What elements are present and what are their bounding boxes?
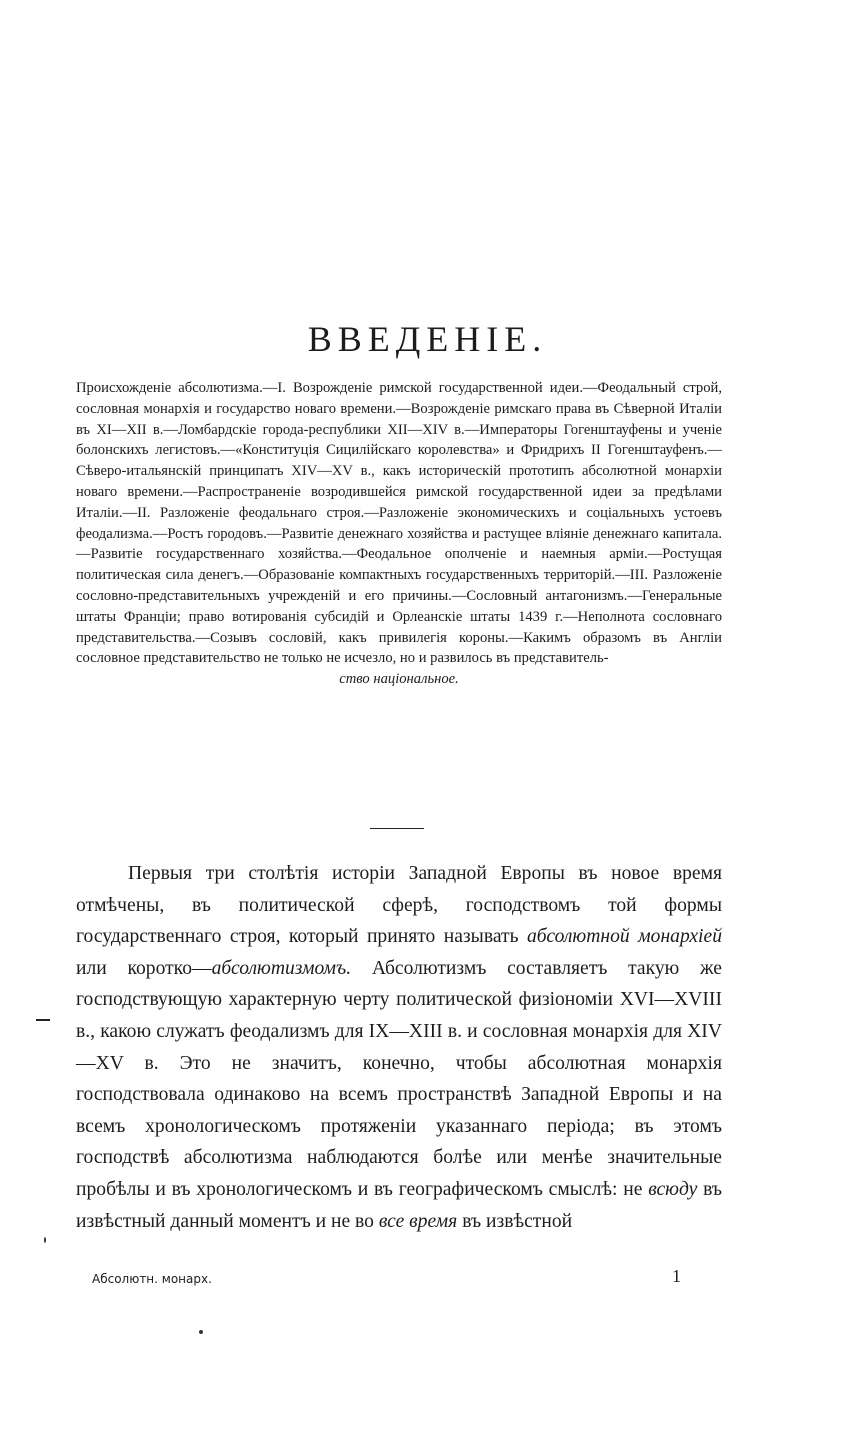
body-text-5: въ извѣстной [462,1210,573,1232]
section-divider [370,828,424,829]
ink-speck [44,1237,46,1243]
body-text-1: Первыя три столѣтія исторіи Западной Европы въ новое время отмѣчены, въ политической сферѣ, господствомъ той формы государственнаго строя, который принято называть [76,863,722,948]
summary-text: Происхожденіе абсолютизма.—I. Возрожденіе римской государственной идеи.—Феодальный строй, сословная монархія и государство новаго времени.—Возрожденіе римскаго права въ Сѣверной Италіи въ XI—XII в.—Ломбардскіе города-республики XII—XIV в.—Императоры Гогенштауфены и ученіе болонскихъ легистовъ.—«Конституція Сицилійскаго королевства» и Фридрихъ II Гогенштауфенъ.—Сѣверо-итальянскій принципатъ XIV—XV в., какъ историческій прототипъ абсолютной монархіи новаго времени.—Распространеніе возродившейся римской государственной идеи за предѣлами Италіи.—II. Разложеніе феодальнаго строя.—Разложеніе экономическихъ и соціальныхъ устоевъ феодализма.—Ростъ городовъ.—Развитіе денежнаго хозяйства и растущее вліяніе денежнаго капитала.—Развитіе государственнаго хозяйства.—Феодальное ополченіе и наемныя арміи.—Ростущая политическая сила денегъ.—Образованіе компактныхъ государственныхъ территорій.—III. Разложеніе сословно-представительныхъ учрежденій и его причины.—Сословный антагонизмъ.—Генеральные штаты Франціи; право вотированія субсидій и Орлеанскіе штаты 1439 г.—Неполнота сословнаго представительства.—Созывъ сословій, какъ привилегія короны.—Какимъ образомъ въ Англіи сословное представительство не только не исчезло, но и развилось въ представитель- [76,380,722,667]
chapter-title: ВВЕДЕНІЕ. [307,319,548,359]
summary-tail: ство національное. [339,671,459,688]
body-emphasis-3: всюду [648,1178,698,1200]
body-emphasis-4: все время [378,1210,458,1232]
running-title: Абсолютн. монарх. [92,1272,212,1286]
margin-dash-mark [36,1019,50,1021]
body-paragraph [76,858,722,1237]
body-text-3: Абсолютизмъ составляетъ такую же господствующую характерную черту политической физіономіи XVI—XVIII в., какою служатъ феодализмъ для IX—XIII в. и сословная монархія для XIV—XV в. Это не значитъ, конечно, чтобы абсолютная монархія господствовала одинаково на всемъ пространствѣ Западной Европы и на всемъ хронологическомъ протяженіи указаннаго періода; въ этомъ господствѣ абсолютизма наблюдаются болѣе или менѣе значительные пробѣлы и въ хронологическомъ и въ географическомъ смыслѣ: не [76,957,722,1200]
body-text-2: или коротко— [76,957,212,979]
body-emphasis-2: абсолютизмомъ. [211,957,352,979]
body-text-4: въ извѣстный данный моментъ и не во [76,1178,722,1232]
ink-speck [199,1330,203,1334]
signature-mark: 1 [672,1266,681,1286]
chapter-summary [76,378,722,690]
body-emphasis-1: абсолютной монархіей [526,926,722,948]
